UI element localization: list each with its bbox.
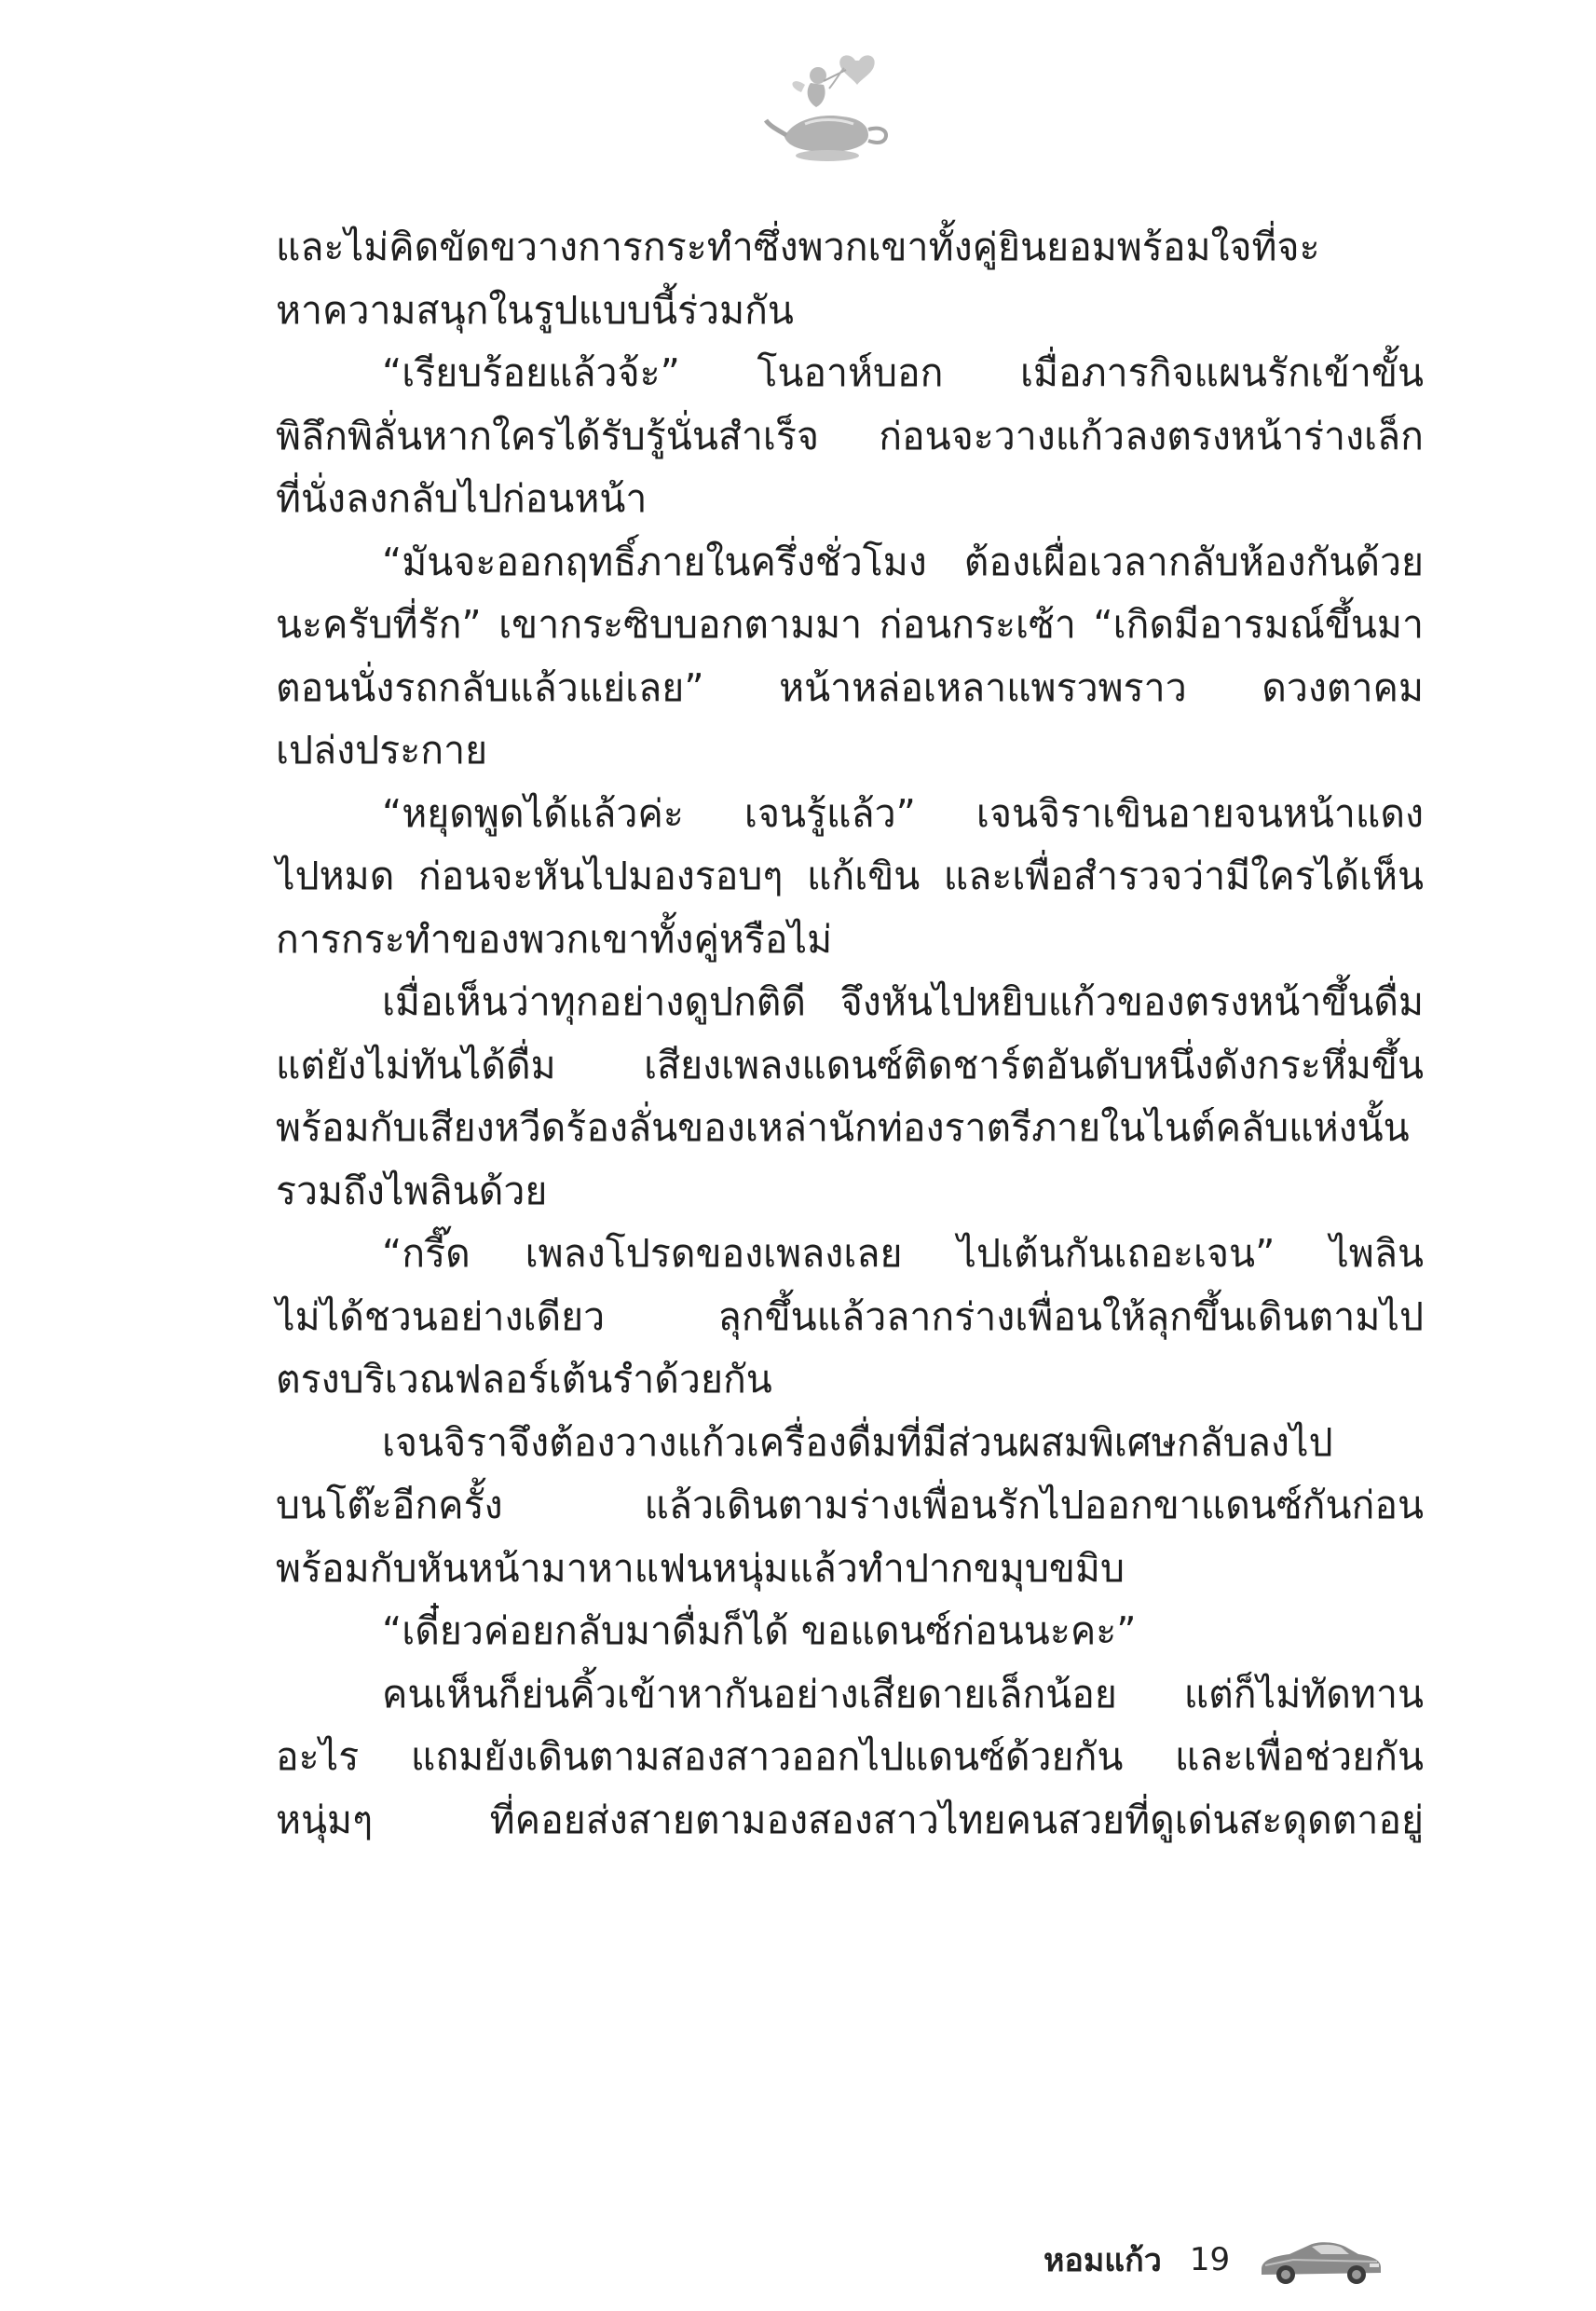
text-line: แต่ยังไม่ทันได้ดื่ม เสียงเพลงแดนซ์ติดชาร์ตอันดับหนึ่งดังกระหึ่มขึ้น — [276, 1042, 1424, 1087]
text-line: และไม่คิดขัดขวางการกระทำซึ่งพวกเขาทั้งคู่ยินยอมพร้อมใจที่จะ — [276, 225, 1320, 269]
text-line: “มันจะออกฤทธิ์ภายในครึ่งชั่วโมง ต้องเผื่อเวลากลับห้องกันด้วย — [382, 539, 1424, 584]
text-line: หาความสนุกในรูปแบบนี้ร่วมกัน — [276, 287, 794, 333]
text-line: “เรียบร้อยแล้วจ้ะ” โนอาห์บอก เมื่อภารกิจแผนรักเข้าขั้น — [382, 350, 1424, 395]
text-line: นะครับที่รัก” เขากระซิบบอกตามมา ก่อนกระเซ้า “เกิดมีอารมณ์ขึ้นมา — [276, 602, 1424, 647]
text-line: ไปหมด ก่อนจะหันไปมองรอบๆ แก้เขิน และเพื่อสำรวจว่ามีใครได้เห็น — [276, 854, 1424, 898]
text-line: หนุ่มๆ ที่คอยส่งสายตามองสองสาวไทยคนสวยที่ดูเด่นสะดุดตาอยู่ — [276, 1797, 1424, 1842]
text-line: พิลึกพิลั่นหากใครได้รับรู้นั่นสำเร็จ ก่อนจะวางแก้วลงตรงหน้าร่างเล็ก — [276, 413, 1424, 458]
text-line: ตรงบริเวณฟลอร์เต้นรำด้วยกัน — [276, 1357, 772, 1402]
text-line: พร้อมกับหันหน้ามาหาแฟนหนุ่มแล้วทำปากขมุบขมิบ — [276, 1545, 1125, 1591]
page-footer — [1044, 2227, 1386, 2292]
convertible-car-icon — [1256, 2232, 1386, 2288]
text-line: “เดี๋ยวค่อยกลับมาดื่มก็ได้ ขอแดนซ์ก่อนนะคะ” — [382, 1608, 1137, 1653]
cupid-teapot-ornament-icon — [764, 51, 904, 168]
text-line: ไม่ได้ชวนอย่างเดียว ลุกขึ้นแล้วลากร่างเพื่อนให้ลุกขึ้นเดินตามไป — [276, 1293, 1424, 1339]
text-line: รวมถึงไพลินด้วย — [276, 1168, 548, 1213]
story-text — [276, 216, 1424, 1852]
text-line: พร้อมกับเสียงหวีดร้องลั่นของเหล่านักท่องราตรีภายในไนต์คลับแห่งนั้น — [276, 1105, 1410, 1150]
book-title: หอมแก้ว — [1044, 2242, 1162, 2279]
text-line: อะไร แถมยังเดินตามสองสาวออกไปแดนซ์ด้วยกัน และเพื่อช่วยกัน — [276, 1734, 1424, 1779]
text-line: คนเห็นก็ย่นคิ้วเข้าหากันอย่างเสียดายเล็กน้อย แต่ก็ไม่ทัดทาน — [382, 1671, 1424, 1716]
text-line: ตอนนั่งรถกลับแล้วแย่เลย” หน้าหล่อเหลาแพรวพราว ดวงตาคม — [276, 664, 1424, 710]
text-line: “หยุดพูดได้แล้วค่ะ เจนรู้แล้ว” เจนจิราเขินอายจนหน้าแดง — [382, 790, 1424, 836]
text-line: ที่นั่งลงกลับไปก่อนหน้า — [276, 476, 648, 521]
text-line: บนโต๊ะอีกครั้ง แล้วเดินตามร่างเพื่อนรักไปออกขาแดนซ์กันก่อน — [276, 1483, 1424, 1527]
page-number: 19 — [1189, 2241, 1231, 2278]
text-line: เปล่งประกาย — [276, 728, 488, 773]
text-line: เจนจิราจึงต้องวางแก้วเครื่องดื่มที่มีส่วนผสมพิเศษกลับลงไป — [382, 1419, 1333, 1465]
text-line: การกระทำของพวกเขาทั้งคู่หรือไม่ — [276, 916, 833, 962]
text-line: “กรี๊ด เพลงโปรดของเพลงเลย ไปเต้นกันเถอะเจน” ไพลิน — [382, 1231, 1424, 1276]
text-line: เมื่อเห็นว่าทุกอย่างดูปกติดี จึงหันไปหยิบแก้วของตรงหน้าขึ้นดื่ม — [382, 979, 1424, 1024]
